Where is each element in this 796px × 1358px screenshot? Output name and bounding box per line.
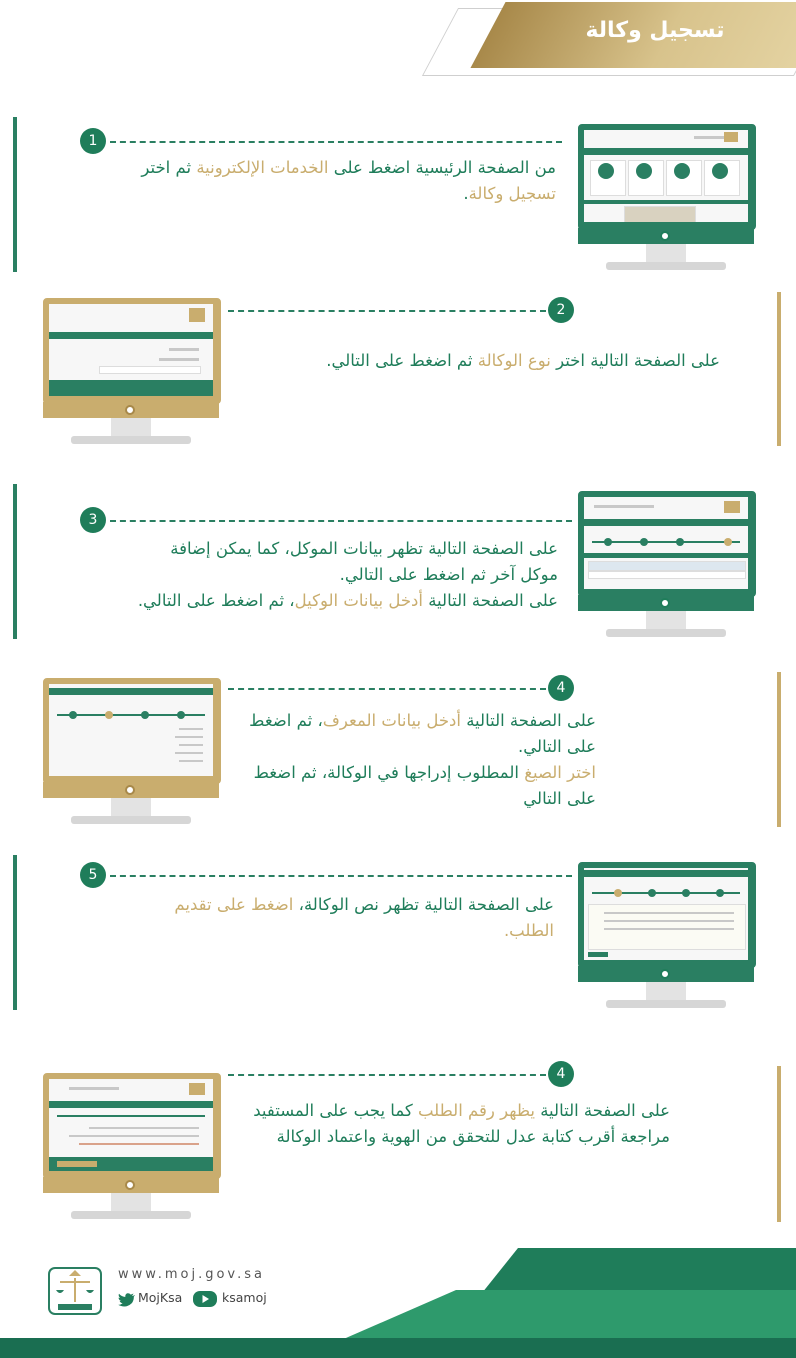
step-5-highlight: اضغط على تقديم الطلب. xyxy=(174,895,554,940)
step-1-side-bar xyxy=(13,117,17,272)
step-3-line-2-c: ، ثم اضغط على التالي. xyxy=(137,591,295,610)
step-5-number: 5 xyxy=(80,862,106,888)
step-1-highlight-services: الخدمات الإلكترونية xyxy=(196,158,329,177)
step-6-text-a: على الصفحة التالية xyxy=(534,1101,670,1120)
step-1-text-b: ثم اختر xyxy=(141,158,197,177)
step-4-line-2 xyxy=(232,760,596,812)
step-5-text xyxy=(130,892,554,944)
step-2-monitor xyxy=(43,298,219,448)
step-1-text-c: . xyxy=(463,184,469,203)
youtube-icon[interactable] xyxy=(193,1291,217,1307)
ministry-logo xyxy=(48,1262,102,1316)
step-5-screen xyxy=(584,868,748,960)
step-3-line-1: على الصفحة التالية تظهر بيانات الموكل، كما يمكن إضافة موكل آخر ثم اضغط على التالي. xyxy=(170,539,558,584)
step-4-monitor xyxy=(43,678,219,828)
twitter-handle[interactable]: MojKsa xyxy=(138,1290,183,1305)
step-4-number: 4 xyxy=(548,675,574,701)
step-4-highlight-identifier: أدخل بيانات المعرف xyxy=(322,711,461,730)
step-6-text-c: كما يجب على المستفيد مراجعة أقرب كتابة عدل للتحقق من الهوية واعتماد الوكالة xyxy=(253,1101,670,1146)
step-1-highlight-register: تسجيل وكالة xyxy=(468,184,556,203)
step-2-side-bar xyxy=(777,292,781,446)
step-5-monitor xyxy=(578,862,754,1012)
step-1-text xyxy=(120,155,556,207)
step-6-side-bar xyxy=(777,1066,781,1222)
footer-strip xyxy=(0,1338,796,1358)
step-1-monitor xyxy=(578,124,754,274)
step-5-dashes xyxy=(110,875,572,877)
step-1-number: 1 xyxy=(80,128,106,154)
step-4-text xyxy=(232,708,596,812)
step-2-text-b: ثم اضغط على التالي. xyxy=(326,351,478,370)
step-3-screen xyxy=(584,497,748,589)
step-3-monitor xyxy=(578,491,754,641)
step-4-line-1-a: على الصفحة التالية xyxy=(460,711,596,730)
step-3-number: 3 xyxy=(80,507,106,533)
step-3-line-2-a: على الصفحة التالية xyxy=(422,591,558,610)
step-1-screen xyxy=(584,130,748,222)
step-3-side-bar xyxy=(13,484,17,639)
step-6-text xyxy=(246,1098,670,1150)
step-6-dashes xyxy=(228,1074,546,1076)
youtube-handle[interactable]: ksamoj xyxy=(222,1290,267,1305)
step-3-dashes xyxy=(110,520,572,522)
step-1-text-a: من الصفحة الرئيسية اضغط على xyxy=(328,158,556,177)
step-1-dashes xyxy=(110,141,562,143)
step-3-highlight: أدخل بيانات الوكيل xyxy=(294,591,423,610)
step-4-side-bar xyxy=(777,672,781,827)
step-4-dashes xyxy=(228,688,546,690)
step-6-screen xyxy=(49,1079,213,1171)
step-2-screen xyxy=(49,304,213,396)
step-4-line-1-c: ، ثم اضغط على التالي. xyxy=(249,711,596,756)
step-5-text-a: على الصفحة التالية تظهر نص الوكالة، xyxy=(293,895,554,914)
step-2-dashes xyxy=(228,310,546,312)
step-4-line-1 xyxy=(232,708,596,760)
step-3-line-2 xyxy=(130,588,558,614)
step-4-line-2-b: المطلوب إدراجها في الوكالة، ثم اضغط على التالي xyxy=(253,763,596,808)
website-link[interactable]: www.moj.gov.sa xyxy=(118,1267,265,1282)
step-3-text xyxy=(130,536,558,614)
twitter-icon[interactable] xyxy=(118,1292,136,1306)
step-6-number: 4 xyxy=(548,1061,574,1087)
step-2-text-a: على الصفحة التالية اختر xyxy=(550,351,720,370)
step-2-highlight: نوع الوكالة xyxy=(477,351,551,370)
step-6-highlight: يظهر رقم الطلب xyxy=(417,1101,535,1120)
step-2-text xyxy=(240,348,720,374)
step-6-monitor xyxy=(43,1073,219,1223)
step-4-highlight-formats: اختر الصيغ xyxy=(524,763,596,782)
page-title: تسجيل وكالة xyxy=(585,18,725,43)
step-5-side-bar xyxy=(13,855,17,1010)
step-4-screen xyxy=(49,684,213,776)
step-2-number: 2 xyxy=(548,297,574,323)
